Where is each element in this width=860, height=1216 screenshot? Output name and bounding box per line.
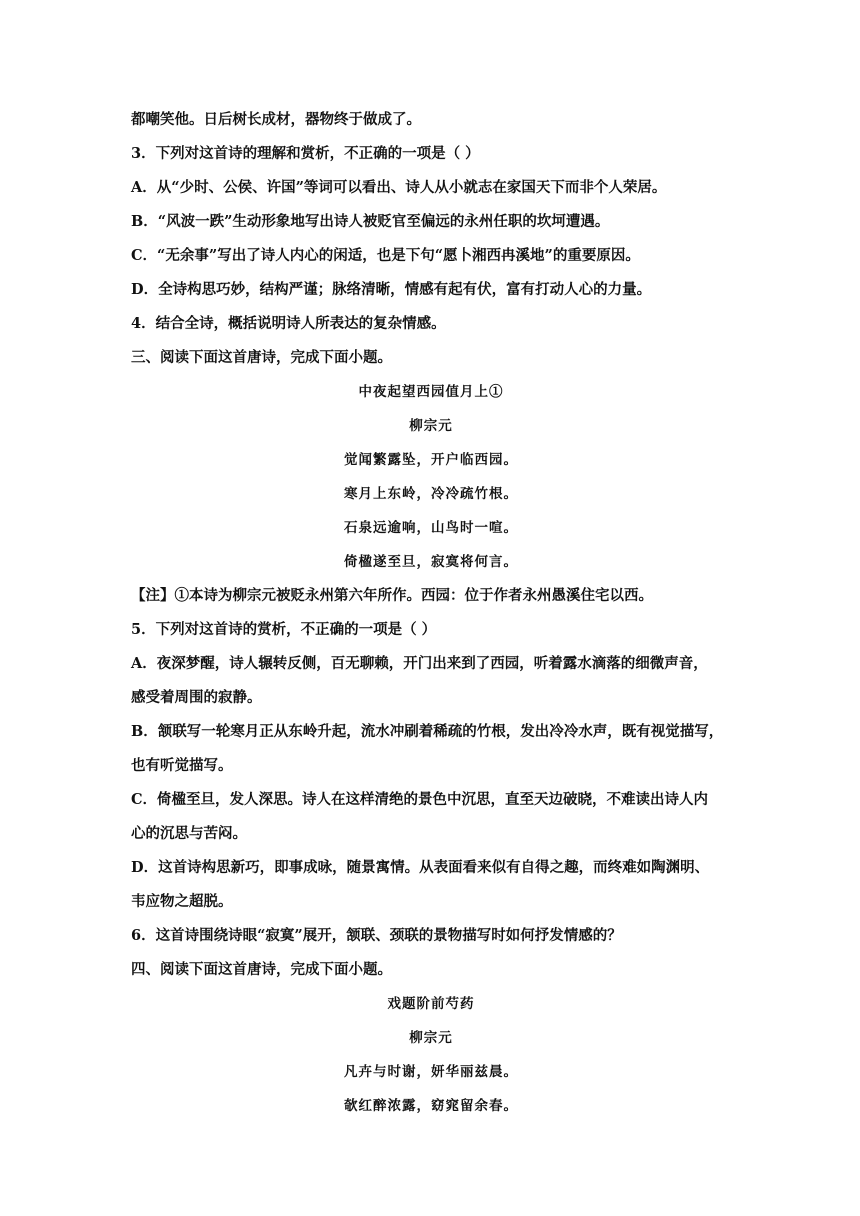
question-5 — [131, 613, 731, 647]
poem-line: 觉闻繁露坠，开户临西园。 — [344, 452, 518, 468]
option-d: D．全诗构思巧妙，结构严谨；脉络清晰，情感有起有伏，富有打动人心的力量。 — [131, 281, 652, 298]
option-c-line2: 心的沉思与苦闷。 — [131, 825, 247, 842]
question-6: 6．这首诗围绕诗眼“寂寞”展开，颔联、颈联的景物描写时如何抒发情感的？ — [131, 927, 622, 944]
question-5-prefix: 5．下列对这首诗的赏析， — [131, 621, 301, 638]
poem-line: 欹红醉浓露，窈窕留余春。 — [344, 1098, 518, 1114]
poem-title: 中夜起望西园值月上① — [358, 384, 504, 400]
option-b-line2: 也有听觉描写。 — [131, 757, 233, 774]
option-d-line1: D．这首诗构思新巧，即事成咏，随景寓情。从表面看来似有自得之趣，而终难如陶渊明、 — [131, 859, 710, 876]
poem-line: 寒月上东岭，冷冷疏竹根。 — [344, 486, 518, 502]
poem-line: 石泉远逾响，山鸟时一喧。 — [344, 520, 518, 536]
text-line: 都嘲笑他。日后树长成材，器物终于做成了。 — [131, 111, 421, 128]
poem-title: 戏题阶前芍药 — [387, 996, 475, 1012]
poem-author: 柳宗元 — [409, 418, 453, 434]
option-b-line1: B．颔联写一轮寒月正从东岭升起，流水冲刷着稀疏的竹根，发出冷冷水声，既有视觉描写， — [131, 723, 724, 740]
option-c: C．“无余事”写出了诗人内心的闲适，也是下句“愿卜湘西冉溪地”的重要原因。 — [131, 247, 640, 264]
question-5-suffix: 的一项是（ ） — [344, 621, 437, 638]
question-4: 4．结合全诗，概括说明诗人所表达的复杂情感。 — [131, 315, 446, 332]
option-a-line2: 感受着周围的寂静。 — [131, 689, 262, 706]
poem-line: 倚楹遂至旦，寂寞将何言。 — [344, 554, 518, 570]
section-heading-3: 三、阅读下面这首唐诗，完成下面小题。 — [131, 349, 392, 366]
poem-note: 【注】①本诗为柳宗元被贬永州第六年所作。西园：位于作者永州愚溪住宅以西。 — [131, 587, 653, 604]
option-a-line1: A．夜深梦醒，诗人辗转反侧，百无聊赖，开门出来到了西园，听着露水滴落的细微声音， — [131, 655, 708, 672]
section-heading-4: 四、阅读下面这首唐诗，完成下面小题。 — [131, 961, 392, 978]
emphasis-char: 确 · — [330, 621, 345, 638]
option-a: A．从“少时、公侯、许国”等词可以看出、诗人从小就志在家国天下而非个人荣居。 — [131, 179, 667, 196]
option-b: B．“风波一跌”生动形象地写出诗人被贬官至偏远的永州任职的坎坷遭遇。 — [131, 213, 610, 230]
poem-line: 凡卉与时谢，妍华丽兹晨。 — [344, 1064, 518, 1080]
emphasis-char: 不 · — [301, 621, 316, 638]
option-d-line2: 韦应物之超脱。 — [131, 893, 233, 910]
emphasis-char: 正 · — [315, 621, 330, 638]
question-3: 3．下列对这首诗的理解和赏析，不正确的一项是（ ） — [131, 145, 480, 162]
poem-author: 柳宗元 — [409, 1030, 453, 1046]
option-c-line1: C．倚楹至旦，发人深思。诗人在这样清绝的景色中沉思，直至天边破晓，不难读出诗人内 — [131, 791, 709, 808]
document-page — [131, 103, 731, 1123]
